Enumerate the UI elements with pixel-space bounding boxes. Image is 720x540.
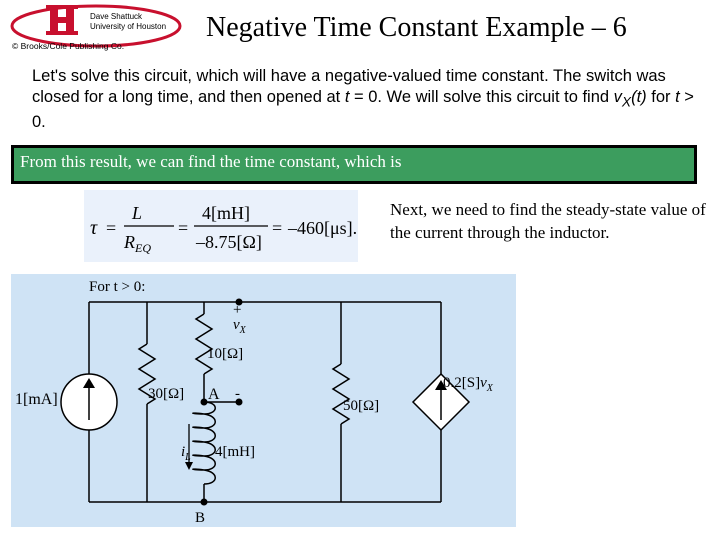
r50-label: 50[Ω]	[343, 398, 380, 414]
uh-logo	[6, 2, 186, 58]
formula-eq1: =	[106, 218, 117, 238]
slide-title: Negative Time Constant Example – 6	[206, 12, 627, 43]
node-a-label: A	[208, 386, 220, 403]
highlight-text: From this result, we can find the time constant, which is	[20, 152, 402, 171]
formula-num: 4[mH]	[202, 203, 250, 223]
intro-t2: t	[675, 88, 680, 106]
inductor-label: 4[mH]	[215, 444, 255, 460]
logo-university: University of Houston	[90, 22, 167, 31]
r50-resistor	[333, 364, 349, 424]
next-step-text: Next, we need to find the steady-state value of the current through the inductor.	[390, 200, 706, 242]
node-b-dot	[201, 499, 208, 506]
time-constant-formula	[84, 190, 358, 262]
vx-minus-label: -	[235, 386, 240, 402]
formula-tau: τ	[90, 217, 98, 239]
source-value: 1[mA]	[15, 391, 58, 408]
intro-text-2: = 0. We will solve this circuit to find	[349, 88, 614, 106]
vx-label: $v_X$	[233, 317, 246, 336]
formula-R: $R_{EQ}$	[124, 232, 151, 255]
logo-author: Dave Shattuck	[90, 12, 143, 21]
logo-copyright: © Brooks/Cole Publishing Co.	[12, 41, 125, 51]
formula-eq-mid: =	[178, 218, 189, 238]
node-a-dot	[201, 399, 208, 406]
circuit-diagram	[11, 274, 516, 527]
intro-text-3: for	[646, 88, 676, 106]
formula-eq2: =	[272, 218, 283, 238]
node-b-label: B	[195, 510, 206, 526]
dep-source-label: $0.2[S]v_X$	[443, 375, 493, 394]
formula-L: L	[132, 203, 143, 223]
circuit-caption: For t > 0:	[89, 279, 146, 295]
formula-result: –460[μs].	[288, 218, 358, 238]
il-label: $i_L$	[181, 444, 191, 463]
r10-label: 10[Ω]	[207, 346, 244, 362]
r30-label: 30[Ω]	[148, 386, 185, 402]
intro-text-1: Let's solve this circuit, which will have a negative-valued time constant. The switch was closed for a long time, and then opened at	[32, 67, 666, 106]
formula-graphic	[84, 190, 358, 262]
intro-t: t	[344, 88, 350, 106]
formula-den: –8.75[Ω]	[196, 232, 262, 252]
intro-paragraph	[32, 66, 702, 133]
intro-text-4: > 0.	[32, 88, 694, 132]
highlight-box	[11, 145, 697, 184]
r10-resistor	[196, 314, 212, 374]
il-arrow-icon	[185, 462, 193, 470]
intro-vx: $v_X(t)$	[613, 88, 647, 110]
inductor-coil	[193, 402, 216, 484]
vx-plus-label: +	[233, 302, 242, 318]
circuit-graphic	[11, 274, 516, 527]
